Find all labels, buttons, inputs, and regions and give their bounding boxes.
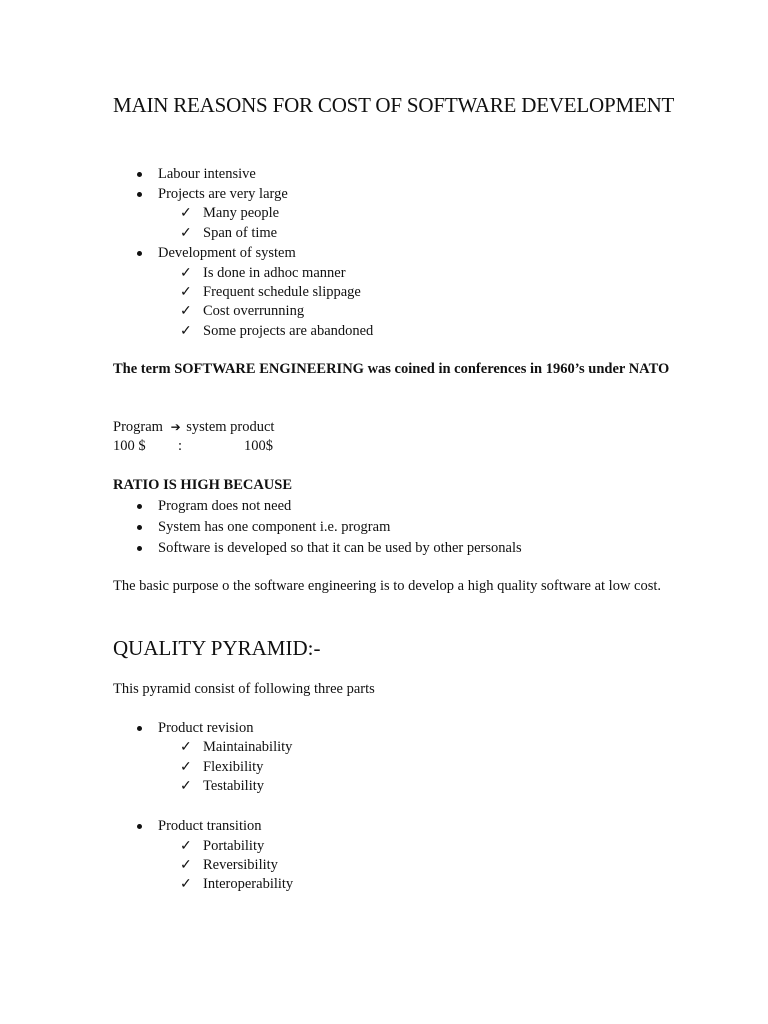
list-item: Labour intensive bbox=[158, 166, 256, 182]
sub-list-item: Interoperability bbox=[203, 876, 294, 892]
ratio-left: 100 $ bbox=[113, 438, 146, 454]
bullet-icon bbox=[137, 726, 142, 731]
checkmark-icon: ✓ bbox=[180, 760, 192, 775]
ratio-separator: : bbox=[178, 438, 183, 454]
program-label: Program bbox=[113, 419, 163, 435]
checkmark-icon: ✓ bbox=[180, 779, 192, 794]
checkmark-icon: ✓ bbox=[180, 285, 192, 300]
sub-list-item: Frequent schedule slippage bbox=[203, 284, 361, 300]
list-item: Product revision bbox=[158, 720, 254, 736]
pyramid-intro: This pyramid consist of following three parts bbox=[113, 681, 375, 697]
sub-list-item: Some projects are abandoned bbox=[203, 323, 374, 339]
sub-list-item: Portability bbox=[203, 838, 265, 854]
list-item: Development of system bbox=[158, 245, 296, 261]
arrow-right-icon: ➔ bbox=[170, 420, 181, 434]
program-line bbox=[113, 418, 274, 437]
list-item: Software is developed so that it can be used by other personals bbox=[158, 540, 522, 556]
bullet-icon bbox=[137, 504, 142, 509]
sub-list-item: Cost overrunning bbox=[203, 303, 305, 319]
term-note: The term SOFTWARE ENGINEERING was coined in conferences in 1960’s under NATO bbox=[113, 361, 670, 377]
section-title-quality-pyramid: QUALITY PYRAMID:- bbox=[113, 636, 321, 660]
checkmark-icon: ✓ bbox=[180, 206, 192, 221]
checkmark-icon: ✓ bbox=[180, 226, 192, 241]
section-title-cost: MAIN REASONS FOR COST OF SOFTWARE DEVELOPMENT bbox=[113, 93, 675, 117]
bullet-icon bbox=[137, 172, 142, 177]
checkmark-icon: ✓ bbox=[180, 266, 192, 281]
sub-list-item: Many people bbox=[203, 205, 280, 221]
ratio-right: 100$ bbox=[244, 438, 273, 454]
bullet-icon bbox=[137, 192, 142, 197]
list-item: Product transition bbox=[158, 818, 262, 834]
sub-list-item: Is done in adhoc manner bbox=[203, 265, 346, 281]
checkmark-icon: ✓ bbox=[180, 740, 192, 755]
bullet-icon bbox=[137, 824, 142, 829]
bullet-icon bbox=[137, 251, 142, 256]
list-item: System has one component i.e. program bbox=[158, 519, 391, 535]
bullet-icon bbox=[137, 525, 142, 530]
system-product-label: system product bbox=[186, 419, 275, 435]
sub-list-item: Testability bbox=[203, 778, 265, 794]
checkmark-icon: ✓ bbox=[180, 877, 192, 892]
checkmark-icon: ✓ bbox=[180, 839, 192, 854]
ratio-heading: RATIO IS HIGH BECAUSE bbox=[113, 477, 293, 493]
checkmark-icon: ✓ bbox=[180, 304, 192, 319]
bullet-icon bbox=[137, 546, 142, 551]
list-item: Projects are very large bbox=[158, 186, 288, 202]
sub-list-item: Reversibility bbox=[203, 857, 278, 873]
sub-list-item: Flexibility bbox=[203, 759, 264, 775]
purpose-paragraph: The basic purpose o the software engineering is to develop a high quality software at low cost. bbox=[113, 578, 662, 594]
checkmark-icon: ✓ bbox=[180, 324, 192, 339]
list-item: Program does not need bbox=[158, 498, 292, 514]
checkmark-icon: ✓ bbox=[180, 858, 192, 873]
sub-list-item: Span of time bbox=[203, 225, 278, 241]
sub-list-item: Maintainability bbox=[203, 739, 293, 755]
